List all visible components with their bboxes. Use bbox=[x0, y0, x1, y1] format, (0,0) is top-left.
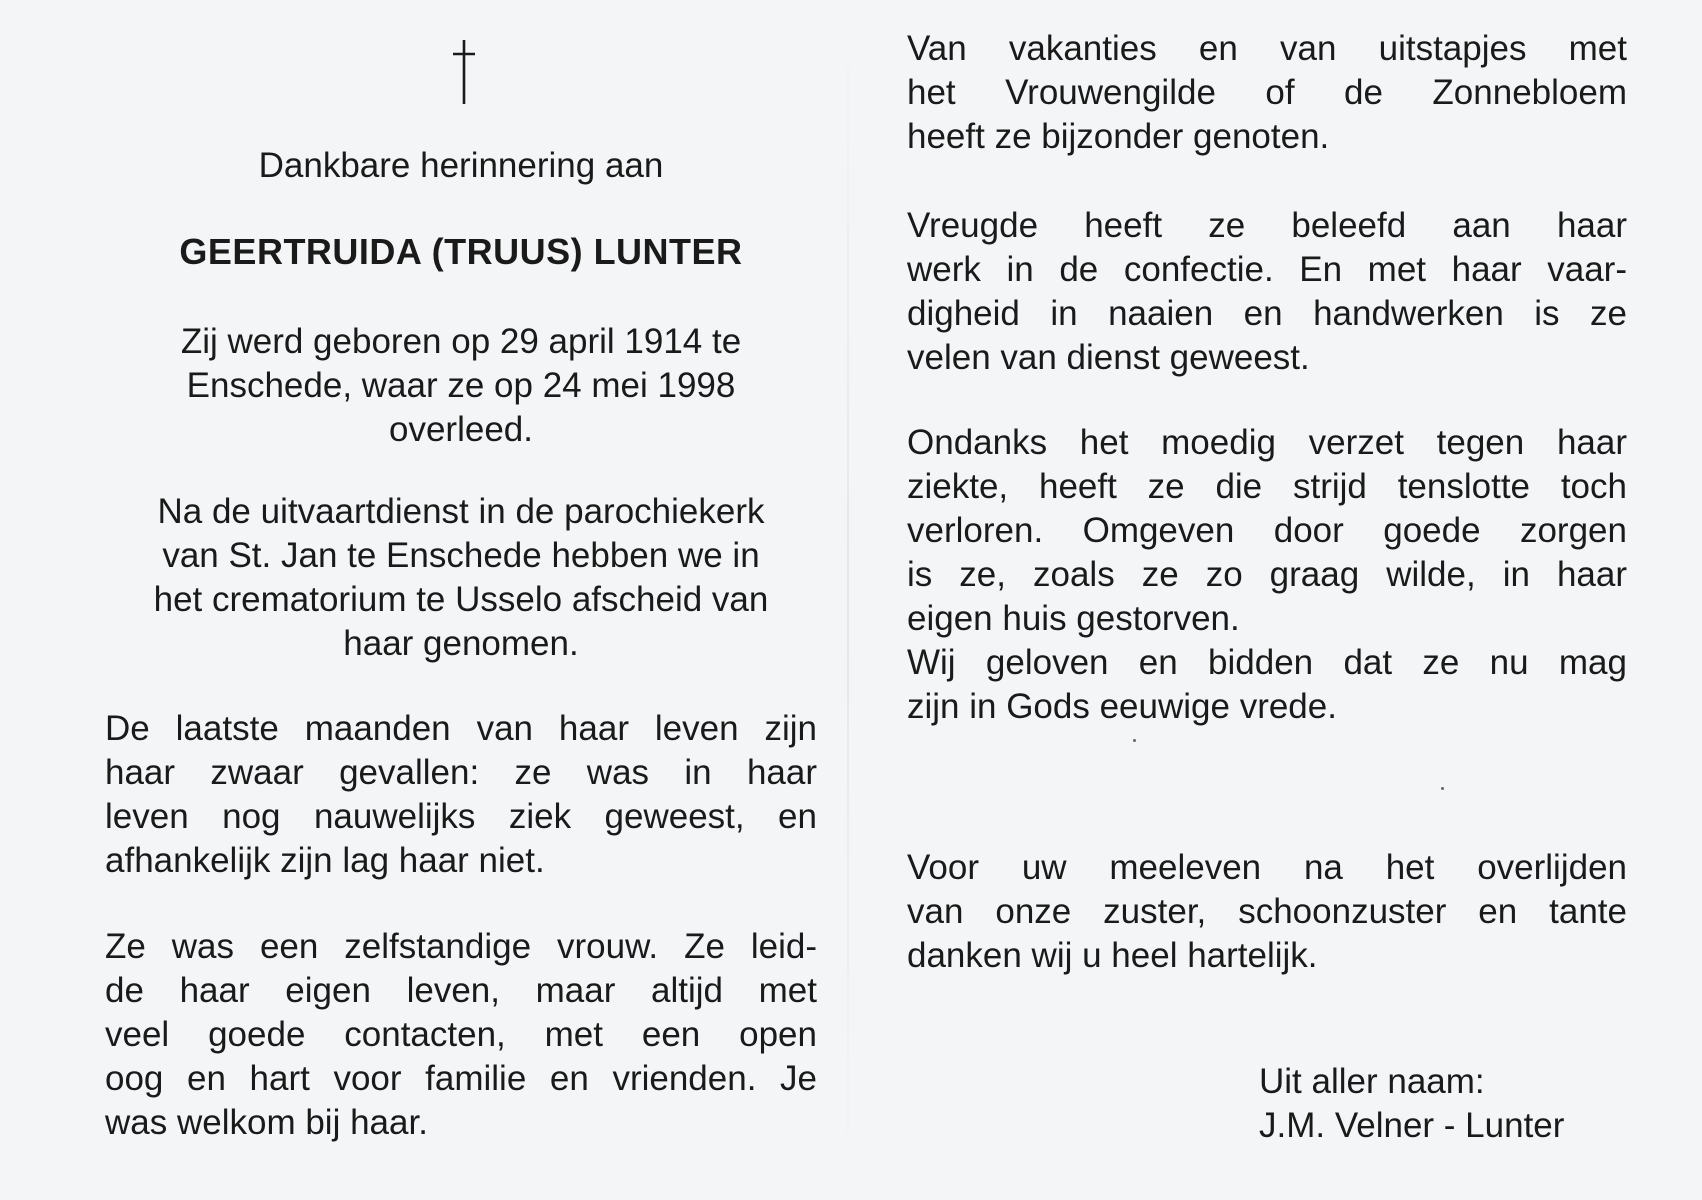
independent-line: de haar eigen leven, maar altijd met bbox=[105, 971, 817, 1010]
holidays-line: heeft ze bijzonder genoten. bbox=[907, 117, 1330, 156]
joy-line: velen van dienst geweest. bbox=[907, 338, 1310, 377]
illness-line: eigen huis gestorven. bbox=[907, 599, 1240, 638]
illness-line: is ze, zoals ze zo graag wilde, in haar bbox=[907, 555, 1627, 594]
deceased-name bbox=[105, 230, 817, 274]
joy-line: digheid in naaien en handwerken is ze bbox=[907, 294, 1627, 333]
service-line: Na de uitvaartdienst in de parochiekerk bbox=[157, 492, 765, 531]
birth-line: overleed. bbox=[389, 410, 533, 449]
holidays-line: Van vakanties en van uitstapjes met bbox=[907, 29, 1627, 68]
illness-paragraph bbox=[907, 421, 1627, 729]
service-line: het crematorium te Usselo afscheid van bbox=[153, 580, 769, 619]
holidays-paragraph bbox=[907, 27, 1627, 159]
signature-block bbox=[1259, 1060, 1659, 1148]
thanks-line: danken wij u heel hartelijk. bbox=[907, 936, 1318, 975]
cross-icon bbox=[449, 38, 479, 106]
illness-line: ziekte, heeft ze die strijd tenslotte toch bbox=[907, 467, 1627, 506]
independent-paragraph bbox=[105, 925, 817, 1145]
name-line: GEERTRUIDA (TRUUS) LUNTER bbox=[179, 231, 743, 272]
speck-mark bbox=[1441, 787, 1444, 790]
joy-line: werk in de confectie. En met haar vaar- bbox=[907, 250, 1627, 289]
illness-line: zijn in Gods eeuwige vrede. bbox=[907, 687, 1337, 726]
joy-line: Vreugde heeft ze beleefd aan haar bbox=[907, 206, 1627, 245]
fold-line bbox=[847, 0, 849, 1200]
months-line: De laatste maanden van haar leven zijn bbox=[105, 709, 817, 748]
months-paragraph bbox=[105, 707, 817, 883]
months-line: afhankelijk zijn lag haar niet. bbox=[105, 841, 545, 880]
speck-mark bbox=[1133, 739, 1136, 742]
independent-line: veel goede contacten, met een open bbox=[105, 1015, 817, 1054]
illness-line: Wij geloven en bidden dat ze nu mag bbox=[907, 643, 1627, 682]
signature-line: J.M. Velner - Lunter bbox=[1259, 1106, 1565, 1145]
intro-text bbox=[105, 144, 817, 188]
service-line: van St. Jan te Enschede hebben we in bbox=[162, 536, 760, 575]
birth-line: Zij werd geboren op 29 april 1914 te bbox=[180, 322, 742, 361]
independent-line: was welkom bij haar. bbox=[105, 1103, 428, 1142]
joy-paragraph bbox=[907, 204, 1627, 380]
holidays-line: het Vrouwengilde of de Zonnebloem bbox=[907, 73, 1627, 112]
months-line: haar zwaar gevallen: ze was in haar bbox=[105, 753, 817, 792]
months-line: leven nog nauwelijks ziek geweest, en bbox=[105, 797, 817, 836]
thanks-paragraph bbox=[907, 846, 1627, 978]
service-paragraph bbox=[105, 490, 817, 666]
thanks-line: van onze zuster, schoonzuster en tante bbox=[907, 892, 1627, 931]
service-line: haar genomen. bbox=[343, 624, 579, 663]
birth-line: Enschede, waar ze op 24 mei 1998 bbox=[186, 366, 736, 405]
illness-line: verloren. Omgeven door goede zorgen bbox=[907, 511, 1627, 550]
independent-line: oog en hart voor familie en vrienden. Je bbox=[105, 1059, 817, 1098]
intro-line: Dankbare herinnering aan bbox=[258, 146, 664, 185]
independent-line: Ze was een zelfstandige vrouw. Ze leid- bbox=[105, 927, 817, 966]
thanks-line: Voor uw meeleven na het overlijden bbox=[907, 848, 1627, 887]
illness-line: Ondanks het moedig verzet tegen haar bbox=[907, 423, 1627, 462]
signature-line: Uit aller naam: bbox=[1259, 1062, 1485, 1101]
birth-paragraph bbox=[105, 320, 817, 452]
